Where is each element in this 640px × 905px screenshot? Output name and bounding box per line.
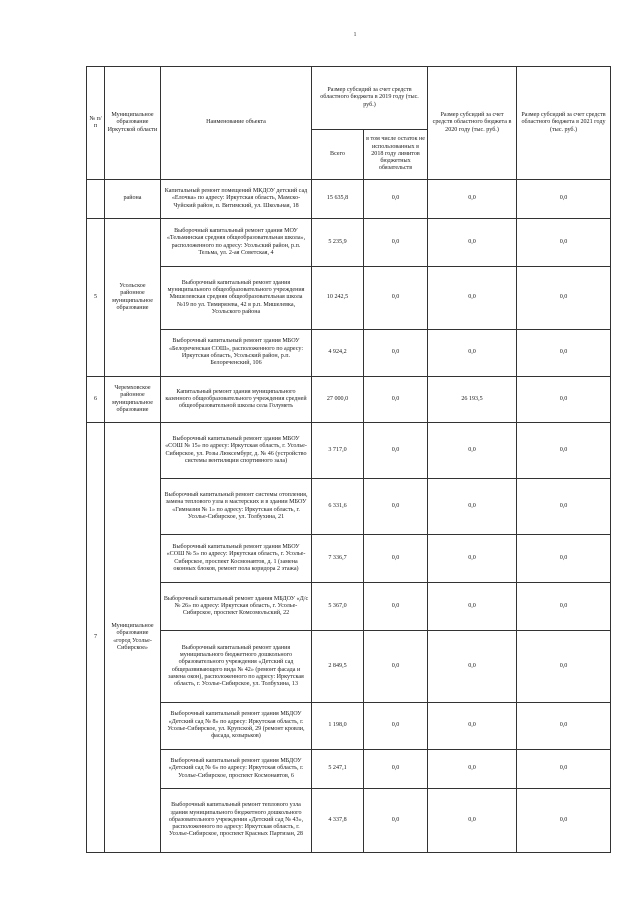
row-object-name: Выборочный капитальный ремонт здания МБДОУ «Детский сад № 8» по адресу: Иркутская область, г. Усолье-Сибирское, ул. Крупской, 29 (ремонт кровли, фасада, козырьков): [161, 703, 312, 750]
table-row: [87, 267, 611, 330]
row-2020: 0,0: [428, 219, 517, 267]
row-2021: 0,0: [517, 750, 611, 789]
row-unused: 0,0: [364, 750, 428, 789]
table-row: [87, 750, 611, 789]
row-object-name: Выборочный капитальный ремонт здания МОУ «Тельминская средняя общеобразовательная школа», расположенного по адресу: Усольский район, р.п. Тельма, ул. 2-ая Советская, 4: [161, 219, 312, 267]
table-row: [87, 180, 611, 219]
row-total: 7 336,7: [312, 535, 364, 583]
row-2021: 0,0: [517, 423, 611, 479]
row-unused: 0,0: [364, 377, 428, 423]
row-2020: 0,0: [428, 631, 517, 703]
header-subsidy-2021: Размер субсидий за счет средств областного бюджета в 2021 году (тыс. руб.): [517, 67, 611, 180]
row-unused: 0,0: [364, 267, 428, 330]
table-row: [87, 377, 611, 423]
row-total: 4 924,2: [312, 330, 364, 377]
row-2021: 0,0: [517, 479, 611, 535]
row-unused: 0,0: [364, 219, 428, 267]
row-2021: 0,0: [517, 703, 611, 750]
row-unused: 0,0: [364, 583, 428, 631]
row-2021: 0,0: [517, 180, 611, 219]
row-total: 15 635,8: [312, 180, 364, 219]
row-object-name: Выборочный капитальный ремонт здания муниципального бюджетного дошкольного образовательного учреждения «Детский сад общеразвивающего вида № 42» (ремонт фасада и замена окон), расположенного по адресу: Иркутская область, г. Усолье-Сибирское, ул. Толбухина, 13: [161, 631, 312, 703]
header-num: № п/п: [87, 67, 105, 180]
row-unused: 0,0: [364, 423, 428, 479]
page-number: 1: [353, 32, 357, 38]
row-object-name: Выборочный капитальный ремонт здания МБДОУ «Д/с № 26» по адресу: Иркутская область, г. Усолье-Сибирское, проспект Комсомольский, 22: [161, 583, 312, 631]
header-subsidy-2020: Размер субсидий за счет средств областного бюджета в 2020 году (тыс. руб.): [428, 67, 517, 180]
row-unused: 0,0: [364, 789, 428, 853]
row-2020: 0,0: [428, 479, 517, 535]
row-2021: 0,0: [517, 377, 611, 423]
row-2020: 26 193,5: [428, 377, 517, 423]
row-2020: 0,0: [428, 423, 517, 479]
row-2020: 0,0: [428, 535, 517, 583]
row-unused: 0,0: [364, 479, 428, 535]
row-object-name: Выборочный капитальный ремонт системы отопления, замена теплового узла в мастерских и в здании МБОУ «Гимназия № 1» по адресу: Иркутская область, г. Усолье-Сибирское, ул. Толбухина, 21: [161, 479, 312, 535]
row-object-name: Выборочный капитальный ремонт здания МБДОУ «Детский сад № 6» по адресу: Иркутская область, г. Усолье-Сибирское, проспект Космонавтов, 6: [161, 750, 312, 789]
table-row: [87, 703, 611, 750]
row-object-name: Выборочный капитальный ремонт теплового узла здания муниципального бюджетного дошкольного образовательного учреждения «Детский сад № 43», расположенного по адресу: Иркутская область, г. Усолье-Сибирское, проспект Красных Партизан, 28: [161, 789, 312, 853]
row-total: 6 331,6: [312, 479, 364, 535]
row-num: 7: [87, 423, 105, 853]
row-object-name: Выборочный капитальный ремонт здания МБОУ «СОШ № 15» по адресу: Иркутская область, г. Усолье-Сибирское, ул. Розы Люксембург, д. № 46 (устройство системы вентиляции спортивного зала): [161, 423, 312, 479]
table-row: [87, 535, 611, 583]
row-municipality: Усольское районное муниципальное образование: [105, 219, 161, 377]
row-object-name: Капитальный ремонт здания муниципального казенного общеобразовательного учреждения средней общеобразовательной школы села Голуметь: [161, 377, 312, 423]
row-object-name: Выборочный капитальный ремонт здания МБОУ «СОШ № 5» по адресу: Иркутская область, г. Усолье-Сибирское, проспект Космонавтов, д. 1 (замена оконных блоков, ремонт пола коридора 2 этажа): [161, 535, 312, 583]
header-municipality: Муниципальное образование Иркутской области: [105, 67, 161, 180]
row-2021: 0,0: [517, 583, 611, 631]
row-total: 1 198,0: [312, 703, 364, 750]
table-row: [87, 789, 611, 853]
table-row: [87, 631, 611, 703]
row-municipality: района: [105, 180, 161, 219]
table-row: [87, 219, 611, 267]
row-object-name: Выборочный капитальный ремонт здания муниципального общеобразовательного учреждения Мишелевская средняя общеобразовательная школа №19 по ул. Тимирязева, 42 в р.п. Мишелевка, Усольского района: [161, 267, 312, 330]
row-2021: 0,0: [517, 267, 611, 330]
header-subsidy-2019: Размер субсидий за счет средств областного бюджета в 2019 году (тыс. руб.): [312, 67, 428, 130]
row-2021: 0,0: [517, 631, 611, 703]
row-unused: 0,0: [364, 535, 428, 583]
row-object-name: Выборочный капитальный ремонт здания МБОУ «Белореченская СОШ», расположенного по адресу: Иркутская область, Усольский район, р.п. Белореченский, 106: [161, 330, 312, 377]
table-row: [87, 583, 611, 631]
row-unused: 0,0: [364, 703, 428, 750]
header-total: Всего: [312, 130, 364, 180]
row-2021: 0,0: [517, 219, 611, 267]
subsidy-table: [86, 66, 611, 853]
row-unused: 0,0: [364, 180, 428, 219]
row-2020: 0,0: [428, 703, 517, 750]
row-2020: 0,0: [428, 789, 517, 853]
row-total: 5 235,9: [312, 219, 364, 267]
row-2020: 0,0: [428, 583, 517, 631]
table-row: [87, 330, 611, 377]
row-2021: 0,0: [517, 330, 611, 377]
row-num: 6: [87, 377, 105, 423]
table-row: [87, 479, 611, 535]
row-total: 3 717,0: [312, 423, 364, 479]
row-2020: 0,0: [428, 267, 517, 330]
row-2021: 0,0: [517, 789, 611, 853]
row-2021: 0,0: [517, 535, 611, 583]
header-object-name: Наименование объекта: [161, 67, 312, 180]
row-2020: 0,0: [428, 750, 517, 789]
row-num: [87, 180, 105, 219]
row-total: 27 000,0: [312, 377, 364, 423]
row-municipality: Черемховское районное муниципальное образование: [105, 377, 161, 423]
row-num: 5: [87, 219, 105, 377]
row-total: 10 242,5: [312, 267, 364, 330]
row-municipality: Муниципальное образование «город Усолье-Сибирское»: [105, 423, 161, 853]
row-unused: 0,0: [364, 330, 428, 377]
row-total: 4 337,8: [312, 789, 364, 853]
row-total: 5 247,1: [312, 750, 364, 789]
table-row: [87, 423, 611, 479]
row-total: 5 367,0: [312, 583, 364, 631]
row-2020: 0,0: [428, 180, 517, 219]
row-object-name: Капитальный ремонт помещений МКДОУ детский сад «Елочка» по адресу: Иркутская область, Мамско-Чуйский район, п. Витимский, ул. Школьная, 18: [161, 180, 312, 219]
row-2020: 0,0: [428, 330, 517, 377]
header-unused-limits: в том числе остаток не использованных в 2018 году лимитов бюджетных обязательств: [364, 130, 428, 180]
row-unused: 0,0: [364, 631, 428, 703]
row-total: 2 849,5: [312, 631, 364, 703]
